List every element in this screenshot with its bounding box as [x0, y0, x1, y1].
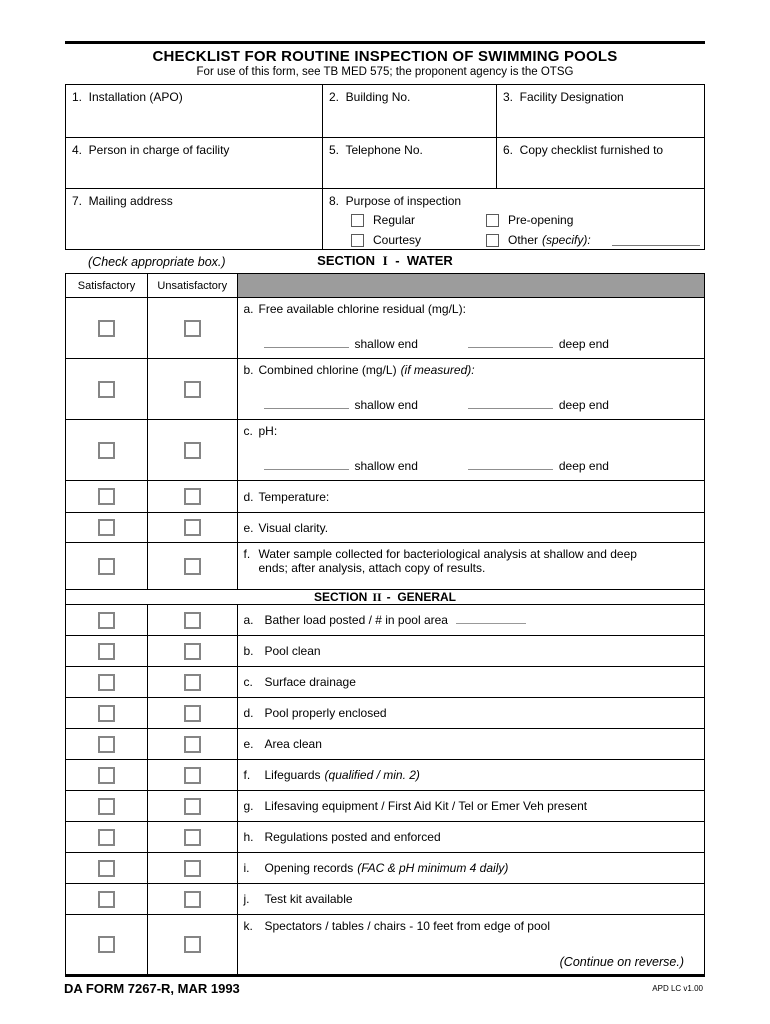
row-s2-j [66, 883, 704, 914]
deep-end-label: deep end [558, 459, 609, 473]
item-cell [238, 513, 705, 542]
item-label [244, 547, 669, 575]
satisfactory-cell [66, 481, 148, 512]
satisfactory-cell [66, 915, 148, 974]
row-s1-d [66, 480, 704, 512]
item-cell [238, 667, 705, 697]
field-installation-cell[interactable] [66, 85, 322, 137]
satisfactory-checkbox[interactable] [98, 798, 115, 815]
satisfactory-checkbox[interactable] [98, 612, 115, 629]
row-s2-a [66, 604, 704, 635]
shallow-end-label: shallow end [354, 398, 418, 412]
satisfactory-checkbox[interactable] [98, 891, 115, 908]
item-text: Test kit available [264, 892, 353, 906]
item-cell [238, 729, 705, 759]
satisfactory-cell [66, 729, 148, 759]
item-cell [238, 853, 705, 883]
field-telephone-label: 5. Telephone No. [329, 143, 423, 157]
unsatisfactory-cell [148, 513, 238, 542]
unsatisfactory-cell [148, 359, 238, 419]
satisfactory-checkbox[interactable] [98, 320, 115, 337]
satisfactory-header-label: Satisfactory [77, 279, 136, 292]
item-letter: b. [243, 363, 254, 377]
row-s1-f [66, 542, 704, 589]
item-text: Pool properly enclosed [264, 706, 387, 720]
item-letter: f. [243, 547, 251, 561]
item-label [244, 768, 705, 782]
unsatisfactory-cell [148, 298, 238, 358]
item-label [244, 861, 705, 875]
section2-heading-rest: - GENERAL [386, 589, 457, 604]
unsatisfactory-checkbox[interactable] [184, 488, 201, 505]
item-label [244, 644, 705, 658]
item-text: Visual clarity. [258, 520, 329, 535]
row-s2-h [66, 821, 704, 852]
form-number: DA FORM 7267-R, MAR 1993 [64, 981, 240, 996]
satisfactory-cell [66, 853, 148, 883]
satisfactory-cell [66, 884, 148, 914]
item-label [244, 919, 669, 933]
row-s1-c [66, 419, 704, 480]
satisfactory-checkbox[interactable] [98, 643, 115, 660]
field-telephone-cell[interactable] [322, 137, 496, 188]
field-building-label: 2. Building No. [329, 90, 411, 104]
unsatisfactory-checkbox[interactable] [184, 558, 201, 575]
satisfactory-checkbox[interactable] [98, 442, 115, 459]
section1-heading-rest: - WATER [395, 253, 453, 268]
satisfactory-checkbox[interactable] [98, 829, 115, 846]
item-letter: a. [243, 302, 254, 316]
satisfactory-cell [66, 420, 148, 480]
satisfactory-checkbox[interactable] [98, 488, 115, 505]
field-copy-label: 6. Copy checklist furnished to [503, 143, 664, 157]
satisfactory-checkbox[interactable] [98, 519, 115, 536]
item-text: pH: [258, 424, 278, 438]
item-letter: g. [243, 799, 254, 813]
shallow-end-label: shallow end [354, 337, 418, 351]
field-copy-cell[interactable] [496, 137, 704, 188]
item-label [244, 830, 705, 844]
item-cell [238, 420, 705, 480]
item-label [244, 424, 705, 438]
unsatisfactory-column-header [148, 274, 238, 297]
item-letter: a. [243, 613, 254, 627]
field-mailing-cell[interactable] [66, 188, 322, 249]
row-s2-d [66, 697, 704, 728]
satisfactory-checkbox[interactable] [98, 705, 115, 722]
item-letter: e. [243, 520, 254, 535]
shallow-end-blank[interactable] [264, 336, 349, 348]
item-letter: i. [243, 861, 250, 875]
purpose-option-row [351, 212, 704, 228]
field-facility-label: 3. Facility Designation [503, 90, 624, 104]
item-text-italic: (FAC & pH minimum 4 daily) [357, 861, 509, 875]
item-text: Pool clean [264, 644, 321, 658]
form-subtitle: For use of this form, see TB MED 575; the proponent agency is the OTSG [196, 66, 574, 78]
item-text: Lifesaving equipment / First Aid Kit / Tel or Emer Veh present [264, 799, 588, 813]
field-facility-cell[interactable] [496, 85, 704, 137]
unsatisfactory-checkbox[interactable] [184, 736, 201, 753]
unsatisfactory-checkbox[interactable] [184, 442, 201, 459]
shallow-end-blank[interactable] [264, 458, 349, 470]
item-cell [238, 298, 705, 358]
unsatisfactory-checkbox[interactable] [184, 320, 201, 337]
deep-end-blank[interactable] [468, 336, 553, 348]
field-mailing-label: 7. Mailing address [72, 194, 173, 208]
item-label [244, 363, 705, 377]
satisfactory-cell [66, 822, 148, 852]
top-rule [65, 41, 705, 44]
unsatisfactory-checkbox[interactable] [184, 519, 201, 536]
unsatisfactory-cell [148, 420, 238, 480]
section2-heading-row [66, 589, 704, 604]
item-text: Free available chlorine residual (mg/L): [258, 302, 466, 316]
unsatisfactory-cell [148, 915, 238, 974]
item-text-italic: (if measured): [400, 363, 475, 377]
item-text: Regulations posted and enforced [264, 830, 441, 844]
field-person-cell[interactable] [66, 137, 322, 188]
unsatisfactory-cell [148, 698, 238, 728]
item-letter: j. [243, 892, 250, 906]
item-column-header-bar [238, 274, 705, 297]
item-label [244, 706, 705, 720]
field-purpose-cell [322, 188, 704, 249]
item-text: Area clean [264, 737, 322, 751]
satisfactory-cell [66, 667, 148, 697]
item-cell [238, 481, 705, 512]
shallow-end-blank[interactable] [264, 397, 349, 409]
section1-heading-prefix: SECTION [317, 253, 375, 268]
purpose-option-row [351, 232, 704, 248]
field-person-label: 4. Person in charge of facility [72, 143, 230, 157]
item-cell [238, 791, 705, 821]
purpose-option-regular [351, 213, 486, 227]
unsatisfactory-checkbox[interactable] [184, 936, 201, 953]
item-text: Combined chlorine (mg/L) [258, 363, 397, 377]
item-letter: e. [243, 737, 254, 751]
row-s1-e [66, 512, 704, 542]
courtesy-checkbox[interactable] [351, 234, 364, 247]
unsatisfactory-cell [148, 822, 238, 852]
satisfactory-checkbox[interactable] [98, 767, 115, 784]
item-label [244, 737, 705, 751]
item-label [244, 490, 705, 504]
unsatisfactory-checkbox[interactable] [184, 643, 201, 660]
satisfactory-cell [66, 636, 148, 666]
section1-heading [65, 253, 705, 269]
preopening-label: Pre-opening [508, 213, 574, 227]
item-letter: f. [243, 768, 251, 782]
row-s2-e [66, 728, 704, 759]
deep-end-label: deep end [558, 398, 609, 412]
unsatisfactory-header-label: Unsatisfactory [157, 279, 228, 292]
item-letter: k. [243, 919, 253, 933]
other-checkbox[interactable] [486, 234, 499, 247]
satisfactory-cell [66, 760, 148, 790]
satisfactory-checkbox[interactable] [98, 860, 115, 877]
item-cell [238, 636, 705, 666]
regular-checkbox[interactable] [351, 214, 364, 227]
regular-label: Regular [373, 213, 416, 227]
row-s2-g [66, 790, 704, 821]
satisfactory-cell [66, 543, 148, 589]
item-letter: b. [243, 644, 254, 658]
item-text: Surface drainage [264, 675, 356, 689]
satisfactory-cell [66, 359, 148, 419]
unsatisfactory-checkbox[interactable] [184, 381, 201, 398]
row-s2-i [66, 852, 704, 883]
unsatisfactory-checkbox[interactable] [184, 860, 201, 877]
satisfactory-checkbox[interactable] [98, 558, 115, 575]
unsatisfactory-cell [148, 853, 238, 883]
deep-end-blank[interactable] [468, 397, 553, 409]
shallow-end-label: shallow end [354, 459, 418, 473]
item-text-italic: (qualified / min. 2) [324, 768, 420, 782]
unsatisfactory-checkbox[interactable] [184, 891, 201, 908]
form-title: CHECKLIST FOR ROUTINE INSPECTION OF SWIMMING POOLS [152, 48, 618, 65]
satisfactory-cell [66, 605, 148, 635]
deep-end-blank[interactable] [468, 458, 553, 470]
ends-line [264, 397, 705, 412]
continue-note: (Continue on reverse.) [559, 955, 684, 969]
item-text: Lifeguards [264, 768, 321, 782]
unsatisfactory-checkbox[interactable] [184, 674, 201, 691]
satisfactory-cell [66, 698, 148, 728]
item-text: Opening records [264, 861, 354, 875]
row-s2-k [66, 914, 704, 974]
purpose-option-courtesy [351, 233, 486, 247]
column-header-row [66, 274, 704, 297]
unsatisfactory-cell [148, 729, 238, 759]
row-s2-c [66, 666, 704, 697]
row-s2-f [66, 759, 704, 790]
section2-heading-numeral: II [372, 589, 382, 604]
item-cell [238, 915, 705, 974]
unsatisfactory-checkbox[interactable] [184, 798, 201, 815]
item-label [244, 302, 705, 316]
courtesy-label: Courtesy [373, 233, 422, 247]
check-note: (Check appropriate box.) [88, 255, 226, 269]
deep-end-label: deep end [558, 337, 609, 351]
other-label: Other (specify): [508, 233, 591, 247]
info-table [65, 84, 705, 250]
unsatisfactory-cell [148, 760, 238, 790]
item-letter: d. [243, 706, 254, 720]
unsatisfactory-cell [148, 481, 238, 512]
purpose-option-other [486, 233, 700, 247]
apd-version: APD LC v1.00 [652, 984, 703, 993]
item-letter: c. [243, 424, 253, 438]
item-label [244, 799, 705, 813]
unsatisfactory-cell [148, 791, 238, 821]
item-cell [238, 884, 705, 914]
unsatisfactory-cell [148, 636, 238, 666]
unsatisfactory-checkbox[interactable] [184, 612, 201, 629]
field-purpose-label: 8. Purpose of inspection [329, 194, 462, 208]
preopening-checkbox[interactable] [486, 214, 499, 227]
item-text: Bather load posted / # in pool area [264, 613, 448, 627]
row-s1-b [66, 358, 704, 419]
row-s1-a [66, 297, 704, 358]
satisfactory-cell [66, 791, 148, 821]
other-specify-label: (specify): [542, 233, 591, 247]
ends-line [264, 336, 705, 351]
field-building-cell[interactable] [322, 85, 496, 137]
section1-heading-numeral: I [382, 253, 388, 268]
item-cell [238, 760, 705, 790]
item-cell [238, 605, 705, 635]
unsatisfactory-checkbox[interactable] [184, 705, 201, 722]
purpose-option-preopening [486, 213, 573, 227]
item-cell [238, 698, 705, 728]
satisfactory-cell [66, 298, 148, 358]
item-cell [238, 822, 705, 852]
item-text: Temperature: [258, 489, 330, 504]
satisfactory-cell [66, 513, 148, 542]
item-label [244, 521, 705, 535]
item-cell [238, 359, 705, 419]
unsatisfactory-cell [148, 884, 238, 914]
ends-line [264, 458, 705, 473]
item-letter: d. [243, 489, 254, 504]
bather-load-blank[interactable] [456, 613, 526, 624]
item-cell [238, 543, 705, 589]
satisfactory-checkbox[interactable] [98, 936, 115, 953]
unsatisfactory-cell [148, 605, 238, 635]
item-label [244, 675, 705, 689]
item-text: Spectators / tables / chairs - 10 feet from edge of pool [264, 919, 550, 933]
satisfactory-column-header [66, 274, 148, 297]
item-letter: c. [243, 675, 253, 689]
unsatisfactory-checkbox[interactable] [184, 767, 201, 784]
satisfactory-checkbox[interactable] [98, 736, 115, 753]
row-s2-b [66, 635, 704, 666]
unsatisfactory-cell [148, 543, 238, 589]
satisfactory-checkbox[interactable] [98, 381, 115, 398]
other-specify-blank[interactable] [612, 234, 700, 246]
item-label [244, 613, 705, 627]
item-label [244, 892, 705, 906]
section2-heading-prefix: SECTION [313, 589, 368, 604]
item-letter: h. [243, 830, 254, 844]
field-installation-label: 1. Installation (APO) [72, 90, 183, 104]
unsatisfactory-checkbox[interactable] [184, 829, 201, 846]
unsatisfactory-cell [148, 667, 238, 697]
satisfactory-checkbox[interactable] [98, 674, 115, 691]
checklist-table [65, 273, 705, 977]
item-text: Water sample collected for bacteriological analysis at shallow and deep ends; after analysis, attach copy of results. [258, 547, 637, 575]
